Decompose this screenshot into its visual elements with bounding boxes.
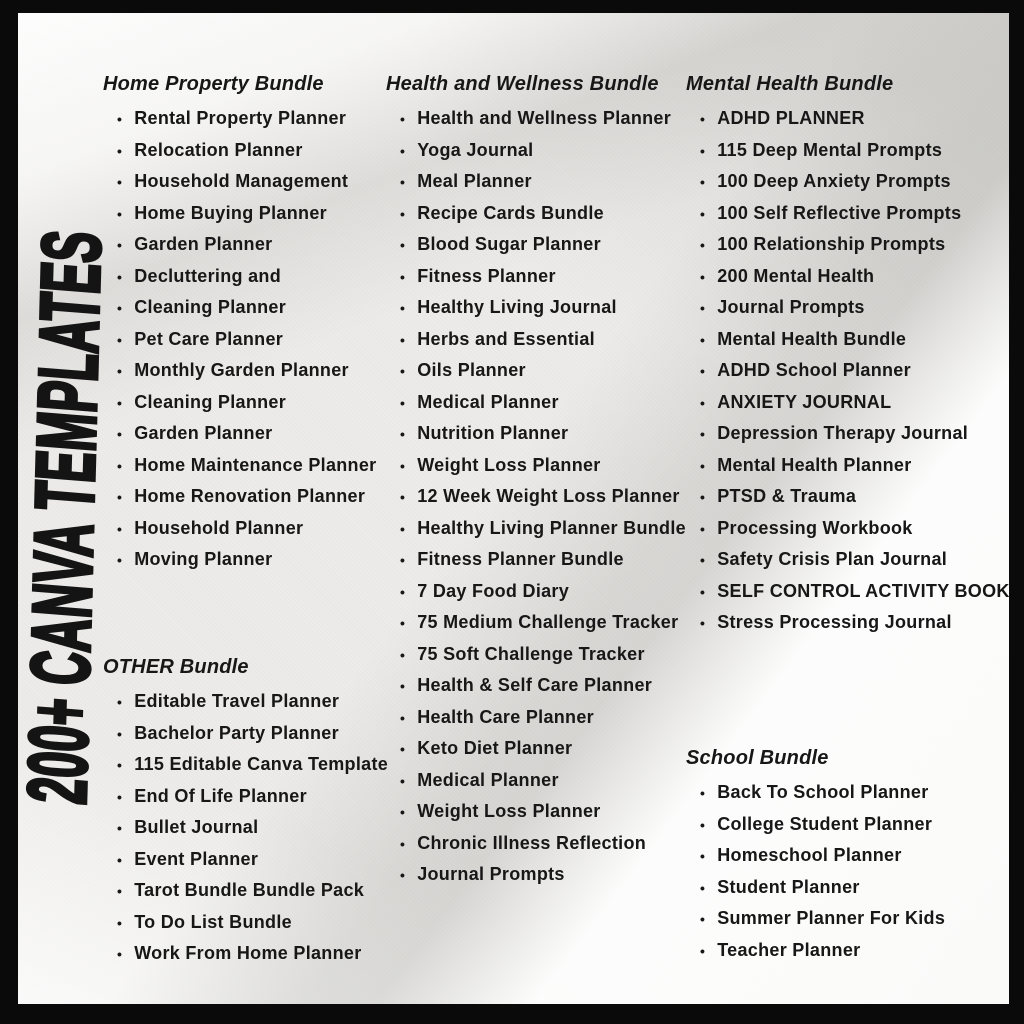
bullet-icon: • bbox=[117, 331, 123, 348]
item-label: Decluttering and bbox=[134, 265, 282, 286]
list-item bbox=[686, 166, 1010, 198]
list-item bbox=[103, 812, 388, 844]
list-item bbox=[686, 324, 1010, 356]
item-label: Healthy Living Planner Bundle bbox=[417, 517, 686, 538]
list-item bbox=[686, 418, 1010, 450]
item-label: 100 Self Reflective Prompts bbox=[717, 202, 962, 223]
bullet-icon: • bbox=[400, 867, 406, 883]
list-item bbox=[386, 765, 686, 797]
list-item bbox=[386, 135, 686, 167]
bullet-icon: • bbox=[117, 174, 123, 190]
list-item bbox=[386, 481, 686, 513]
bullet-icon: • bbox=[117, 489, 123, 505]
list-item bbox=[686, 935, 945, 967]
bullet-icon: • bbox=[117, 268, 123, 285]
list-item bbox=[686, 872, 945, 904]
item-label: Tarot Bundle Bundle Pack bbox=[134, 880, 365, 900]
item-label: Weight Loss Planner bbox=[417, 801, 601, 821]
item-label: 75 Soft Challenge Tracker bbox=[417, 643, 645, 664]
list-item bbox=[103, 544, 376, 576]
item-label: Medical Planner bbox=[417, 391, 559, 412]
item-label: Journal Prompts bbox=[417, 864, 565, 884]
list-item bbox=[686, 809, 945, 841]
bullet-icon: • bbox=[117, 426, 123, 442]
list-item bbox=[103, 166, 376, 198]
bullet-icon: • bbox=[700, 174, 706, 190]
item-label: Keto Diet Planner bbox=[417, 738, 573, 758]
item-label: Home Buying Planner bbox=[134, 202, 327, 223]
list-item bbox=[686, 777, 945, 809]
bullet-icon: • bbox=[700, 615, 706, 631]
list-item bbox=[386, 639, 686, 671]
item-label: Rental Property Planner bbox=[134, 108, 347, 128]
section-title-school: School Bundle bbox=[686, 747, 829, 769]
list-item bbox=[386, 261, 686, 293]
item-label: 100 Deep Anxiety Prompts bbox=[717, 171, 951, 191]
bullet-icon: • bbox=[700, 426, 706, 442]
list-item bbox=[103, 387, 376, 419]
list-item bbox=[686, 261, 1010, 293]
list-item bbox=[103, 513, 376, 545]
bullet-icon: • bbox=[117, 111, 123, 127]
item-label: Processing Workbook bbox=[717, 517, 913, 538]
bullet-icon: • bbox=[700, 879, 706, 896]
item-label: 200 Mental Health bbox=[717, 265, 875, 286]
list-item bbox=[686, 229, 1010, 261]
template-list-other bbox=[103, 686, 388, 970]
bullet-icon: • bbox=[117, 394, 123, 411]
list-item bbox=[103, 450, 376, 482]
item-label: Teacher Planner bbox=[717, 939, 861, 960]
list-item bbox=[686, 576, 1010, 608]
item-label: Health & Self Care Planner bbox=[417, 675, 653, 695]
item-label: Fitness Planner bbox=[417, 265, 556, 286]
section-title-health-wellness: Health and Wellness Bundle bbox=[386, 73, 659, 95]
item-label: 100 Relationship Prompts bbox=[717, 234, 946, 254]
section-mental-health-bundle bbox=[686, 72, 1010, 639]
bullet-icon: • bbox=[117, 851, 123, 868]
list-item bbox=[386, 387, 686, 419]
bullet-icon: • bbox=[400, 772, 406, 789]
item-label: Yoga Journal bbox=[417, 139, 534, 160]
bullet-icon: • bbox=[400, 709, 406, 726]
bullet-icon: • bbox=[117, 457, 123, 474]
bullet-icon: • bbox=[700, 111, 706, 127]
list-item bbox=[686, 387, 1010, 419]
list-item bbox=[686, 292, 1010, 324]
list-item bbox=[386, 103, 686, 135]
item-label: Cleaning Planner bbox=[134, 391, 287, 412]
bullet-icon: • bbox=[117, 883, 123, 899]
bullet-icon: • bbox=[117, 142, 123, 159]
item-label: Journal Prompts bbox=[717, 297, 865, 317]
vertical-headline-text: 200+ CANVA TEMPLATES bbox=[9, 227, 119, 807]
bullet-icon: • bbox=[700, 489, 706, 505]
bullet-icon: • bbox=[700, 457, 706, 474]
item-label: Monthly Garden Planner bbox=[134, 360, 349, 380]
list-item bbox=[686, 607, 1010, 639]
item-label: Chronic Illness Reflection bbox=[417, 832, 647, 853]
section-health-wellness-bundle bbox=[386, 72, 686, 891]
bullet-icon: • bbox=[700, 363, 706, 379]
list-item bbox=[103, 198, 376, 230]
list-item bbox=[103, 355, 376, 387]
list-item bbox=[686, 481, 1010, 513]
bullet-icon: • bbox=[700, 237, 706, 253]
list-item bbox=[686, 544, 1010, 576]
bullet-icon: • bbox=[400, 426, 406, 442]
item-label: 75 Medium Challenge Tracker bbox=[417, 612, 679, 632]
list-item bbox=[386, 513, 686, 545]
list-item bbox=[686, 198, 1010, 230]
section-title-home-property: Home Property Bundle bbox=[103, 73, 324, 95]
item-label: Healthy Living Journal bbox=[417, 297, 617, 317]
list-item bbox=[103, 103, 376, 135]
bullet-icon: • bbox=[700, 300, 706, 316]
item-label: Moving Planner bbox=[134, 549, 273, 569]
list-item bbox=[686, 103, 1010, 135]
item-label: Stress Processing Journal bbox=[717, 612, 952, 632]
item-label: Bachelor Party Planner bbox=[134, 722, 339, 743]
template-list-mental-health bbox=[686, 103, 1010, 639]
section-home-property-bundle bbox=[103, 72, 376, 576]
bullet-icon: • bbox=[700, 785, 706, 801]
list-item bbox=[103, 135, 376, 167]
list-item bbox=[386, 670, 686, 702]
item-label: Editable Travel Planner bbox=[134, 691, 340, 711]
bullet-icon: • bbox=[700, 394, 706, 411]
item-label: Work From Home Planner bbox=[134, 943, 362, 963]
section-title-mental-health: Mental Health Bundle bbox=[686, 73, 894, 95]
list-item bbox=[103, 686, 388, 718]
list-item bbox=[386, 733, 686, 765]
list-item bbox=[686, 513, 1010, 545]
item-label: Homeschool Planner bbox=[717, 845, 902, 865]
bullet-icon: • bbox=[700, 942, 706, 959]
item-label: Health Care Planner bbox=[417, 706, 594, 727]
list-item bbox=[386, 198, 686, 230]
item-label: Cleaning Planner bbox=[134, 297, 287, 317]
item-label: Garden Planner bbox=[134, 234, 273, 254]
bullet-icon: • bbox=[400, 615, 406, 631]
item-label: Home Renovation Planner bbox=[134, 486, 366, 506]
bullet-icon: • bbox=[700, 816, 706, 833]
bullet-icon: • bbox=[117, 363, 123, 379]
bullet-icon: • bbox=[400, 394, 406, 411]
list-item bbox=[103, 718, 388, 750]
bullet-icon: • bbox=[400, 457, 406, 474]
item-label: End Of Life Planner bbox=[134, 785, 307, 806]
bullet-icon: • bbox=[400, 489, 406, 505]
list-item bbox=[103, 481, 376, 513]
bullet-icon: • bbox=[117, 205, 123, 222]
item-label: 115 Editable Canva Template bbox=[134, 754, 389, 774]
bullet-icon: • bbox=[700, 520, 706, 537]
item-label: 7 Day Food Diary bbox=[417, 580, 570, 601]
section-school-bundle bbox=[686, 746, 945, 966]
item-label: ADHD PLANNER bbox=[717, 108, 865, 128]
item-label: Weight Loss Planner bbox=[417, 454, 601, 475]
list-item bbox=[386, 450, 686, 482]
item-label: 115 Deep Mental Prompts bbox=[717, 139, 943, 160]
list-item bbox=[103, 324, 376, 356]
item-label: Recipe Cards Bundle bbox=[417, 202, 604, 223]
bullet-icon: • bbox=[400, 678, 406, 694]
bullet-icon: • bbox=[400, 237, 406, 253]
list-item bbox=[103, 749, 388, 781]
bullet-icon: • bbox=[400, 205, 406, 222]
item-label: Mental Health Planner bbox=[717, 454, 912, 475]
list-item bbox=[686, 450, 1010, 482]
item-label: Summer Planner For Kids bbox=[717, 908, 946, 928]
list-item bbox=[103, 292, 376, 324]
list-item bbox=[386, 544, 686, 576]
list-item bbox=[103, 875, 388, 907]
bullet-icon: • bbox=[400, 804, 406, 820]
list-item bbox=[386, 229, 686, 261]
bullet-icon: • bbox=[117, 725, 123, 742]
template-list-school bbox=[686, 777, 945, 966]
list-item bbox=[386, 166, 686, 198]
item-label: Bullet Journal bbox=[134, 817, 259, 837]
list-item bbox=[686, 355, 1010, 387]
bullet-icon: • bbox=[117, 788, 123, 805]
item-label: Depression Therapy Journal bbox=[717, 423, 969, 443]
template-list-home-property bbox=[103, 103, 376, 576]
item-label: Relocation Planner bbox=[134, 139, 303, 160]
item-label: College Student Planner bbox=[717, 813, 933, 834]
list-item bbox=[103, 844, 388, 876]
bullet-icon: • bbox=[117, 552, 123, 568]
bullet-icon: • bbox=[117, 757, 123, 773]
item-label: Fitness Planner Bundle bbox=[417, 549, 624, 569]
list-item bbox=[686, 840, 945, 872]
section-other-bundle bbox=[103, 655, 388, 970]
item-label: Mental Health Bundle bbox=[717, 328, 907, 349]
item-label: PTSD & Trauma bbox=[717, 486, 857, 506]
item-label: Home Maintenance Planner bbox=[134, 454, 377, 475]
bullet-icon: • bbox=[400, 520, 406, 537]
bullet-icon: • bbox=[700, 848, 706, 864]
bullet-icon: • bbox=[400, 331, 406, 348]
list-item bbox=[386, 796, 686, 828]
item-label: Back To School Planner bbox=[717, 782, 929, 802]
bullet-icon: • bbox=[117, 300, 123, 316]
item-label: Pet Care Planner bbox=[134, 328, 284, 349]
bullet-icon: • bbox=[700, 552, 706, 568]
bullet-icon: • bbox=[400, 835, 406, 852]
list-item bbox=[386, 828, 686, 860]
bullet-icon: • bbox=[700, 142, 706, 159]
bullet-icon: • bbox=[400, 268, 406, 285]
item-label: SELF CONTROL ACTIVITY BOOK bbox=[717, 580, 1010, 601]
list-item bbox=[103, 907, 388, 939]
list-item bbox=[386, 355, 686, 387]
item-label: Oils Planner bbox=[417, 360, 526, 380]
bullet-icon: • bbox=[400, 300, 406, 316]
item-label: Event Planner bbox=[134, 848, 259, 869]
item-label: To Do List Bundle bbox=[134, 911, 292, 932]
bullet-icon: • bbox=[117, 237, 123, 253]
bullet-icon: • bbox=[117, 520, 123, 537]
bullet-icon: • bbox=[400, 142, 406, 159]
bullet-icon: • bbox=[700, 268, 706, 285]
bullet-icon: • bbox=[117, 946, 123, 962]
list-item bbox=[686, 903, 945, 935]
item-label: Student Planner bbox=[717, 876, 860, 897]
bullet-icon: • bbox=[400, 583, 406, 600]
bullet-icon: • bbox=[400, 552, 406, 568]
item-label: 12 Week Weight Loss Planner bbox=[417, 486, 680, 506]
bullet-icon: • bbox=[117, 914, 123, 931]
list-item bbox=[386, 324, 686, 356]
item-label: Garden Planner bbox=[134, 423, 273, 443]
bullet-icon: • bbox=[700, 911, 706, 927]
item-label: Household Planner bbox=[134, 517, 304, 538]
list-item bbox=[103, 938, 388, 970]
list-item bbox=[103, 229, 376, 261]
item-label: Medical Planner bbox=[417, 769, 559, 790]
list-item bbox=[386, 418, 686, 450]
list-item bbox=[386, 292, 686, 324]
item-label: Herbs and Essential bbox=[417, 328, 595, 349]
list-item bbox=[103, 418, 376, 450]
list-item bbox=[386, 607, 686, 639]
list-item bbox=[386, 859, 686, 891]
item-label: Nutrition Planner bbox=[417, 423, 569, 443]
bullet-icon: • bbox=[400, 111, 406, 127]
template-list-health-wellness bbox=[386, 103, 686, 891]
item-label: ADHD School Planner bbox=[717, 360, 911, 380]
section-title-other: OTHER Bundle bbox=[103, 656, 249, 678]
list-item bbox=[386, 576, 686, 608]
list-item bbox=[103, 781, 388, 813]
bullet-icon: • bbox=[700, 331, 706, 348]
item-label: ANXIETY JOURNAL bbox=[717, 391, 892, 412]
item-label: Household Management bbox=[134, 171, 349, 191]
bullet-icon: • bbox=[700, 205, 706, 222]
bullet-icon: • bbox=[400, 363, 406, 379]
list-item bbox=[386, 702, 686, 734]
list-item bbox=[103, 261, 376, 293]
item-label: Meal Planner bbox=[417, 171, 532, 191]
bullet-icon: • bbox=[400, 741, 406, 757]
item-label: Safety Crisis Plan Journal bbox=[717, 549, 948, 569]
list-item bbox=[686, 135, 1010, 167]
item-label: Blood Sugar Planner bbox=[417, 234, 601, 254]
item-label: Health and Wellness Planner bbox=[417, 108, 672, 128]
bullet-icon: • bbox=[117, 820, 123, 836]
bullet-icon: • bbox=[400, 646, 406, 663]
bullet-icon: • bbox=[700, 583, 706, 600]
bullet-icon: • bbox=[117, 694, 123, 710]
bullet-icon: • bbox=[400, 174, 406, 190]
